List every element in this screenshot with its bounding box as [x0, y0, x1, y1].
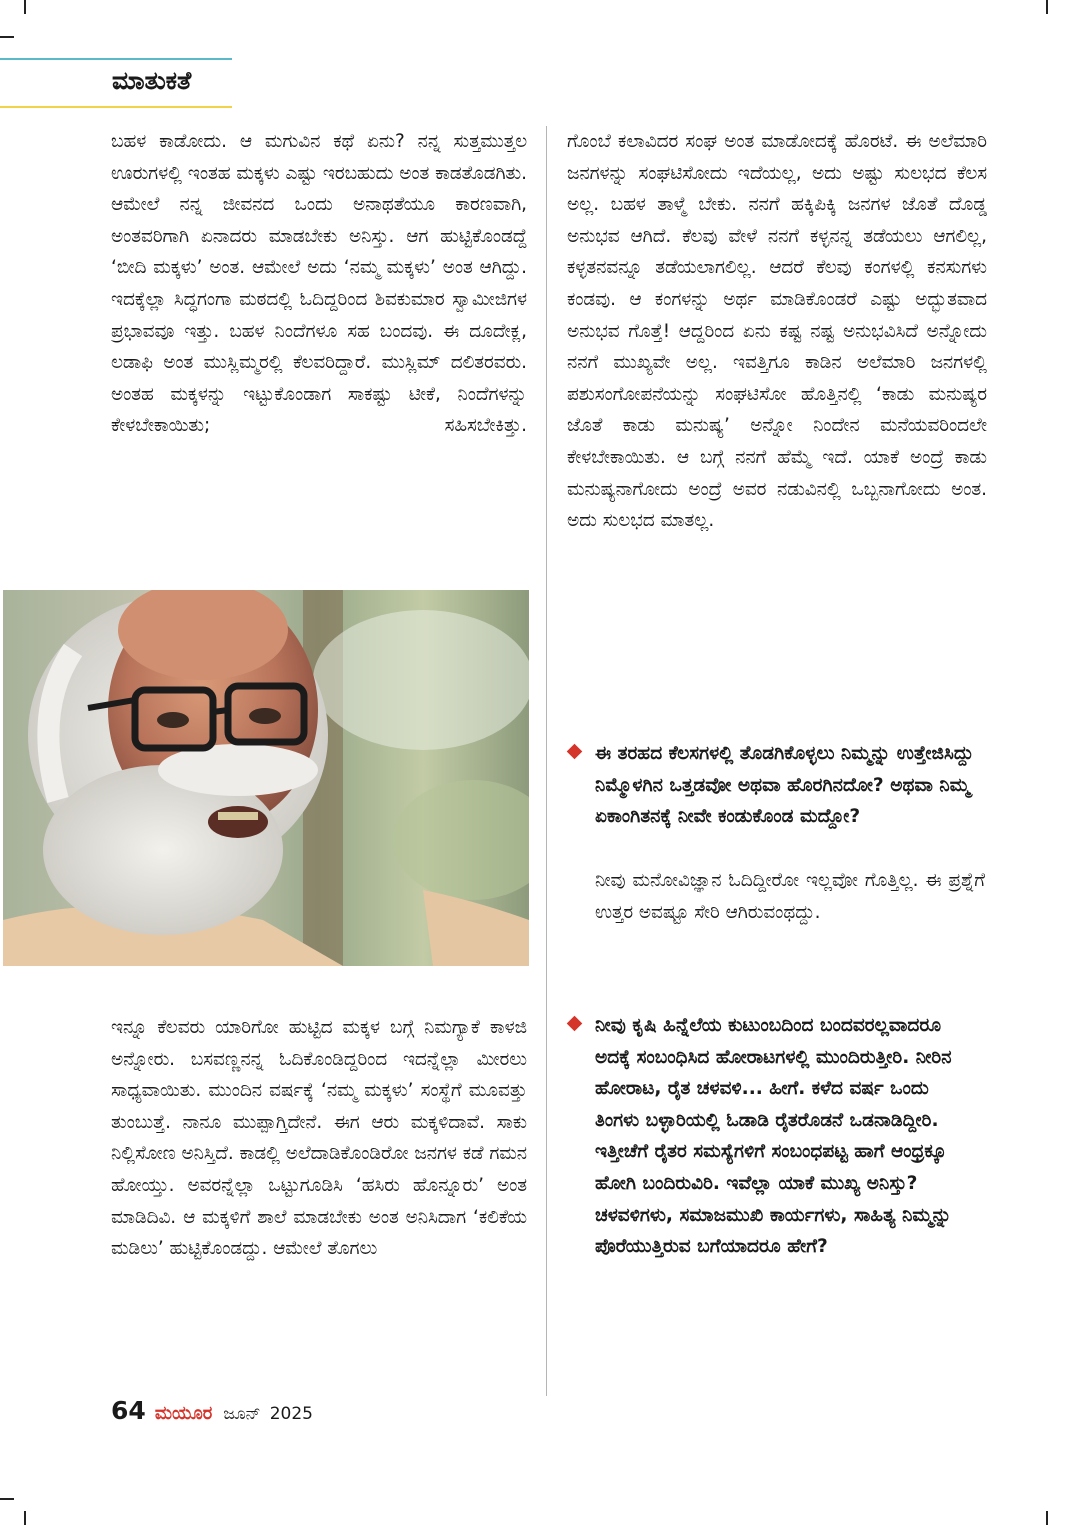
- crop-mark: [0, 1498, 14, 1500]
- question-text: ನೀವು ಕೃಷಿ ಹಿನ್ನೆಲೆಯ ಕುಟುಂಬದಿಂದ ಬಂದವರಲ್ಲವಾದರೂ ಅದಕ್ಕೆ ಸಂಬಂಧಿಸಿದ ಹೋರಾಟಗಳಲ್ಲಿ ಮುಂದಿರುತ್ತೀರಿ. ನೀರಿನ ಹೋರಾಟ, ರೈತ ಚಳವಳಿ... ಹೀಗೆ. ಕಳೆದ ವರ್ಷ ಒಂದು ತಿಂಗಳು ಬಳ್ಳಾರಿಯಲ್ಲಿ ಓಡಾಡಿ ರೈತರೊಡನೆ ಒಡನಾಡಿದ್ದೀರಿ. ಇತ್ತೀಚೆಗೆ ರೈತರ ಸಮಸ್ಯೆಗಳಿಗೆ ಸಂಬಂಧಪಟ್ಟ ಹಾಗೆ ಆಂಧ್ರಕ್ಕೂ ಹೋಗಿ ಬಂದಿರುವಿರಿ. ಇವೆಲ್ಲಾ ಯಾಕೆ ಮುಖ್ಯ ಅನಿಸ್ತು? ಚಳವಳಿಗಳು, ಸಮಾಜಮುಖಿ ಕಾರ್ಯಗಳು, ಸಾಹಿತ್ಯ ನಿಮ್ಮನ್ನು ಪೊರೆಯುತ್ತಿರುವ ಬಗೆಯಾದರೂ ಹೇಗೆ?: [595, 1015, 952, 1258]
- section-header: [0, 58, 232, 110]
- page-number: 64: [111, 1396, 146, 1425]
- body-paragraph: ಇನ್ನೂ ಕೆಲವರು ಯಾರಿಗೋ ಹುಟ್ಟಿದ ಮಕ್ಕಳ ಬಗ್ಗೆ ನಿಮಗ್ಯಾಕೆ ಕಾಳಜಿ ಅನ್ನೋರು. ಬಸವಣ್ಣನನ್ನ ಓದಿಕೊಂಡಿದ್ದರಿಂದ ಇದನ್ನೆಲ್ಲಾ ಮೀರಲು ಸಾಧ್ಯವಾಯಿತು. ಮುಂದಿನ ವರ್ಷಕ್ಕೆ ‘ನಮ್ಮ ಮಕ್ಕಳು’ ಸಂಸ್ಥೆಗೆ ಮೂವತ್ತು ತುಂಬುತ್ತೆ. ನಾನೂ ಮುಪ್ಪಾಗ್ತಿದೇನೆ. ಈಗ ಆರು ಮಕ್ಕಳಿದಾವೆ. ಸಾಕು ನಿಲ್ಲಿಸೋಣ ಅನಿಸ್ತಿದೆ. ಕಾಡಲ್ಲಿ ಅಲೆದಾಡಿಕೊಂಡಿರೋ ಜನಗಳ ಕಡೆ ಗಮನ ಹೋಯ್ತು. ಅವರನ್ನೆಲ್ಲಾ ಒಟ್ಟುಗೂಡಿಸಿ ‘ಹಸಿರು ಹೊನ್ನೂರು’ ಅಂತ ಮಾಡಿದಿವಿ. ಆ ಮಕ್ಕಳಿಗೆ ಶಾಲೆ ಮಾಡಬೇಕು ಅಂತ ಅನಿಸಿದಾಗ ‘ಕಲಿಕೆಯ ಮಡಿಲು’ ಹುಟ್ಟಿಕೊಂಡದ್ದು. ಆಮೇಲೆ ತೊಗಲು: [111, 1017, 527, 1260]
- diamond-bullet-icon: [567, 1016, 583, 1032]
- header-bottom-rule: [0, 106, 232, 108]
- header-top-rule: [0, 58, 232, 60]
- magazine-name: ಮಯೂರ: [154, 1403, 213, 1424]
- issue-month: ಜೂನ್: [223, 1404, 261, 1424]
- crop-mark: [0, 36, 14, 38]
- interview-question: [595, 738, 987, 833]
- diamond-bullet-icon: [567, 744, 583, 760]
- interview-question: [595, 1010, 975, 1263]
- column-divider: [546, 126, 547, 1396]
- body-paragraph: ಗೊಂಬೆ ಕಲಾವಿದರ ಸಂಘ ಅಂತ ಮಾಡೋದಕ್ಕೆ ಹೊರಟೆ. ಈ ಅಲೆಮಾರಿ ಜನಗಳನ್ನು ಸಂಘಟಿಸೋದು ಇದೆಯಲ್ಲ, ಅದು ಅಷ್ಟು ಸುಲಭದ ಕೆಲಸ ಅಲ್ಲ. ಬಹಳ ತಾಳ್ಮೆ ಬೇಕು. ನನಗೆ ಹಕ್ಕಿಪಿಕ್ಕಿ ಜನಗಳ ಜೊತೆ ದೊಡ್ಡ ಅನುಭವ ಆಗಿದೆ. ಕೆಲವು ವೇಳೆ ನನಗೆ ಕಳ್ಳನನ್ನ ತಡೆಯಲು ಆಗಲಿಲ್ಲ, ಕಳ್ಳತನವನ್ನೂ ತಡೆಯಲಾಗಲಿಲ್ಲ. ಆದರೆ ಕೆಲವು ಕಂಗಳಲ್ಲಿ ಕನಸುಗಳು ಕಂಡವು. ಆ ಕಂಗಳನ್ನು ಅರ್ಥ ಮಾಡಿಕೊಂಡರೆ ಎಷ್ಟು ಅದ್ಭುತವಾದ ಅನುಭವ ಗೊತ್ತೆ! ಆದ್ದರಿಂದ ಏನು ಕಷ್ಟ ನಷ್ಟ ಅನುಭವಿಸಿದೆ ಅನ್ನೋದು ನನಗೆ ಮುಖ್ಯವೇ ಅಲ್ಲ. ಇವತ್ತಿಗೂ ಕಾಡಿನ ಅಲೆಮಾರಿ ಜನಗಳಲ್ಲಿ ಪಶುಸಂಗೋಪನೆಯನ್ನು ಸಂಘಟಿಸೋ ಹೊತ್ತಿನಲ್ಲಿ ‘ಕಾಡು ಮನುಷ್ಯರ ಜೊತೆ ಕಾಡು ಮನುಷ್ಯ’ ಅನ್ನೋ ನಿಂದೇನ ಮನೆಯವರಿಂದಲೇ ಕೇಳಬೇಕಾಯಿತು. ಆ ಬಗ್ಗೆ ನನಗೆ ಹೆಮ್ಮೆ ಇದೆ. ಯಾಕೆ ಅಂದ್ರೆ ಕಾಡು ಮನುಷ್ಯನಾಗೋದು ಅಂದ್ರೆ ಅವರ ನಡುವಿನಲ್ಲಿ ಒಬ್ಬನಾಗೋದು ಅಂತ. ಅದು ಸುಲಭದ ಮಾತಲ್ಲ.: [567, 131, 987, 532]
- section-title: ಮಾತುಕತೆ: [112, 66, 192, 95]
- portrait-photo: [3, 590, 529, 966]
- question-text: ಈ ತರಹದ ಕೆಲಸಗಳಲ್ಲಿ ತೊಡಗಿಕೊಳ್ಳಲು ನಿಮ್ಮನ್ನು ಉತ್ತೇಜಿಸಿದ್ದು ನಿಮ್ಮೊಳಗಿನ ಒತ್ತಡವೋ ಅಥವಾ ಹೊರಗಿನದೋ? ಅಥವಾ ನಿಮ್ಮ ಏಕಾಂಗಿತನಕ್ಕೆ ನೀವೇ ಕಂಡುಕೊಂಡ ಮದ್ದೋ?: [595, 743, 974, 828]
- crop-mark: [24, 1511, 26, 1525]
- body-paragraph: ಬಹಳ ಕಾಡೋದು. ಆ ಮಗುವಿನ ಕಥೆ ಏನು? ನನ್ನ ಸುತ್ತಮುತ್ತಲ ಊರುಗಳಲ್ಲಿ ಇಂತಹ ಮಕ್ಕಳು ಎಷ್ಟು ಇರಬಹುದು ಅಂತ ಕಾಡತೊಡಗಿತು. ಆಮೇಲೆ ನನ್ನ ಜೀವನದ ಒಂದು ಅನಾಥತೆಯೂ ಕಾರಣವಾಗಿ, ಅಂತವರಿಗಾಗಿ ಏನಾದರು ಮಾಡಬೇಕು ಅನಿಸ್ತು. ಆಗ ಹುಟ್ಟಿಕೊಂಡದ್ದೆ ‘ಬೀದಿ ಮಕ್ಕಳು’ ಅಂತ. ಆಮೇಲೆ ಅದು ‘ನಮ್ಮ ಮಕ್ಕಳು’ ಅಂತ ಆಗಿದ್ದು. ಇದಕ್ಕೆಲ್ಲಾ ಸಿದ್ಧಗಂಗಾ ಮಠದಲ್ಲಿ ಓದಿದ್ದರಿಂದ ಶಿವಕುಮಾರ ಸ್ವಾಮೀಜಿಗಳ ಪ್ರಭಾವವೂ ಇತ್ತು. ಬಹಳ ನಿಂದೆಗಳೂ ಸಹ ಬಂದವು. ಈ ದೂದೇಕ್ಲ, ಲಡಾಫಿ ಅಂತ ಮುಸ್ಲಿಮ್ಮರಲ್ಲಿ ಕೆಲವರಿದ್ದಾರೆ. ಮುಸ್ಲಿಮ್ ದಲಿತರವರು. ಅಂತಹ ಮಕ್ಕಳನ್ನು ಇಟ್ಟುಕೊಂಡಾಗ ಸಾಕಷ್ಟು ಟೀಕೆ, ನಿಂದೆಗಳನ್ನು ಕೇಳಬೇಕಾಯಿತು; ಸಹಿಸಬೇಕಿತ್ತು.: [111, 131, 527, 437]
- answer-paragraph: ನೀವು ಮನೋವಿಜ್ಞಾನ ಓದಿದ್ದೀರೋ ಇಲ್ಲವೋ ಗೊತ್ತಿಲ್ಲ. ಈ ಪ್ರಶ್ನೆಗೆ ಉತ್ತರ ಅವಷ್ಟೂ ಸೇರಿ ಆಗಿರುವಂಥದ್ದು.: [595, 870, 985, 923]
- issue-year: 2025: [269, 1404, 313, 1424]
- page-footer: [111, 1396, 313, 1428]
- crop-mark: [1046, 1511, 1048, 1525]
- crop-mark: [24, 0, 26, 14]
- crop-mark: [1046, 0, 1048, 14]
